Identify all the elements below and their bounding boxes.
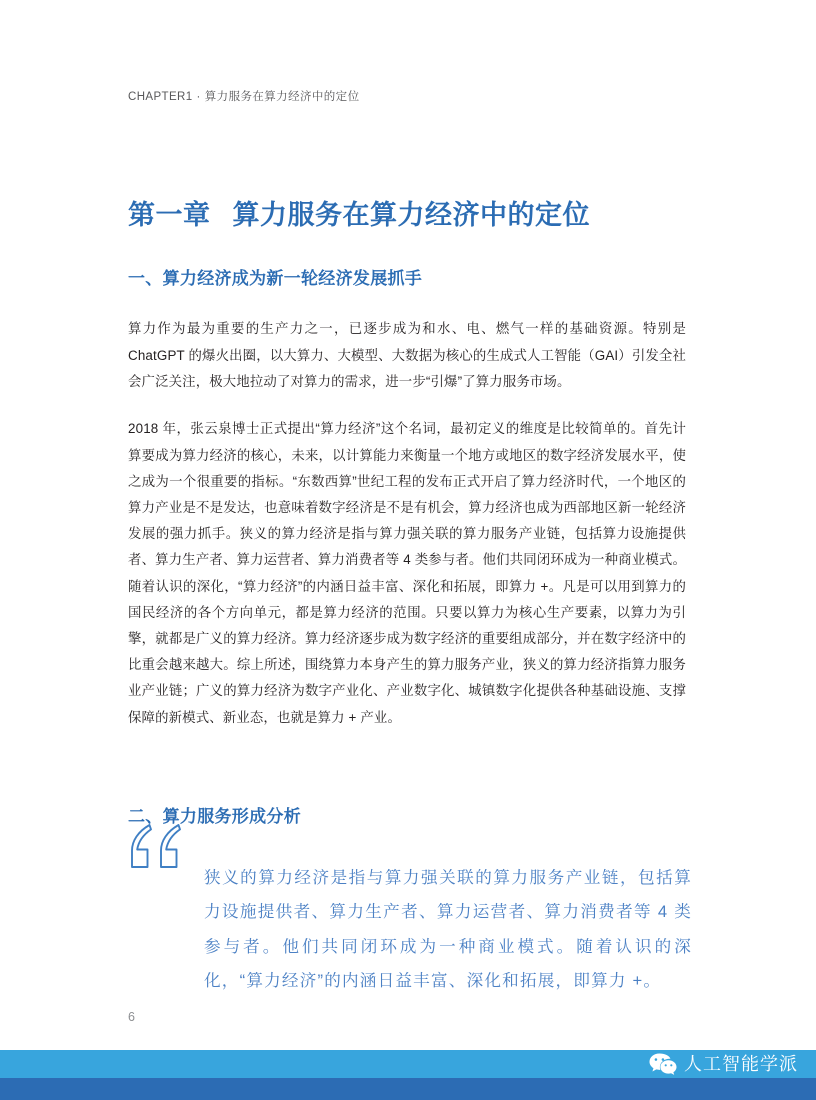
chapter-title-text: 算力服务在算力经济中的定位 — [232, 200, 590, 231]
footer-brand-name: 人工智能学派 — [684, 1054, 798, 1074]
footer-brand — [649, 1049, 798, 1079]
section-heading-two: 二、算力服务形成分析 — [128, 807, 301, 827]
quote-open-icon — [128, 822, 184, 870]
wechat-icon — [649, 1052, 677, 1076]
footer-bar-dark — [0, 1078, 816, 1100]
body-paragraph: 算力作为最为重要的生产力之一，已逐步成为和水、电、燃气一样的基础资源。特别是 ChatGPT 的爆火出圈，以大算力、大模型、大数据为核心的生成式人工智能（GAI）引发全社会广泛关注，极大地拉动了对算力的需求，进一步“引爆”了算力服务市场。 — [128, 321, 686, 389]
running-head-chapter-label: CHAPTER1 — [128, 91, 193, 103]
body-paragraph: 2018 年，张云泉博士正式提出“算力经济”这个名词，最初定义的维度是比较简单的。首先计算要成为算力经济的核心，未来，以计算能力来衡量一个地方或地区的数字经济发展水平，使之成为一个很重要的指标。“东数西算”世纪工程的发布正式开启了算力经济时代，一个地区的算力产业是不是发达，也意味着数字经济是不是有机会，算力经济也成为西部地区新一轮经济发展的强力抓手。狭义的算力经济是指与算力强关联的算力服务产业链，包括算力设施提供者、算力生产者、算力运营者、算力消费者等 4 类参与者。他们共同闭环成为一种商业模式。随着认识的深化，“算力经济”的内涵日益丰富、深化和拓展，即算力 +。凡是可以用到算力的国民经济的各个方向单元，都是算力经济的范围。只要以算力为核心生产要素，以算力为引擎，就都是广义的算力经济。算力经济逐步成为数字经济的重要组成部分，并在数字经济中的比重会越来越大。综上所述，围绕算力本身产生的算力服务产业，狭义的算力经济指算力服务业产业链；广义的算力经济为数字产业化、产业数字化、城镇数字化提供各种基础设施、支撑保障的新模式、新业态，也就是算力 + 产业。 — [128, 421, 686, 725]
running-head-separator: · — [196, 91, 201, 103]
running-head-title: 算力服务在算力经济中的定位 — [204, 91, 360, 103]
page-title — [128, 193, 590, 232]
page-number: 6 — [128, 1010, 135, 1024]
chapter-number: 第一章 — [128, 200, 211, 231]
running-head — [128, 88, 359, 104]
blockquote-text: 狭义的算力经济是指与算力强关联的算力服务产业链，包括算力设施提供者、算力生产者、算力运营者、算力消费者等 4 类参与者。他们共同闭环成为一种商业模式。随着认识的深化，“算力经济”的内涵日益丰富、深化和拓展，即算力 +。 — [204, 867, 692, 991]
section-heading-one: 一、算力经济成为新一轮经济发展抓手 — [128, 269, 423, 289]
